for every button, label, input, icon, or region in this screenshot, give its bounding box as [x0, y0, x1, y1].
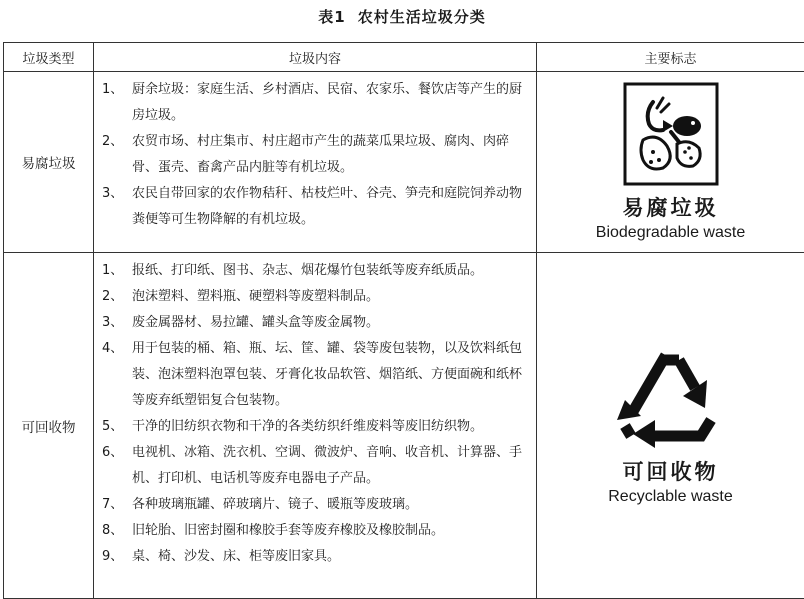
item-number: 1、	[102, 77, 123, 103]
list-item	[102, 414, 528, 440]
list-item	[102, 440, 528, 492]
sign-cell	[537, 253, 804, 599]
table-title	[0, 6, 804, 27]
table-row	[4, 72, 804, 253]
item-text: 干净的旧纺织衣物和干净的各类纺织纤维废料等废旧纺织物。	[132, 419, 483, 434]
item-number: 4、	[102, 336, 123, 362]
header-category: 垃圾类型	[4, 43, 94, 72]
item-text: 厨余垃圾：家庭生活、乡村酒店、民宿、农家乐、餐饮店等产生的厨房垃圾。	[132, 82, 522, 123]
item-number: 6、	[102, 440, 123, 466]
content-cell	[94, 253, 537, 599]
item-number: 1、	[102, 258, 123, 284]
list-item	[102, 77, 528, 129]
sign-label-cn: 易腐垃圾	[537, 192, 804, 222]
sign-label-en: Biodegradable waste	[537, 224, 804, 242]
item-number: 3、	[102, 181, 123, 207]
item-text: 电视机、冰箱、洗衣机、空调、微波炉、音响、收音机、计算器、手机、打印机、电话机等废弃电器电子产品。	[132, 445, 522, 486]
waste-classification-table	[3, 42, 804, 599]
item-text: 泡沫塑料、塑料瓶、硬塑料等废塑料制品。	[132, 289, 379, 304]
category-cell: 可回收物	[4, 253, 94, 599]
list-item	[102, 544, 528, 570]
category-cell: 易腐垃圾	[4, 72, 94, 253]
item-number: 8、	[102, 518, 123, 544]
item-number: 2、	[102, 129, 123, 155]
header-row	[4, 43, 804, 72]
content-cell	[94, 72, 537, 253]
list-item	[102, 129, 528, 181]
sign-label-en: Recyclable waste	[537, 488, 804, 506]
list-item	[102, 336, 528, 414]
list-item	[102, 310, 528, 336]
list-item	[102, 258, 528, 284]
item-text: 农贸市场、村庄集市、村庄超市产生的蔬菜瓜果垃圾、腐肉、肉碎骨、蛋壳、畜禽产品内脏等有机垃圾。	[132, 134, 509, 175]
list-item	[102, 518, 528, 544]
table-caption: 农村生活垃圾分类	[358, 8, 486, 26]
table-row	[4, 253, 804, 599]
header-sign: 主要标志	[537, 43, 804, 72]
list-item	[102, 181, 528, 233]
sign-cell	[537, 72, 804, 253]
item-text: 各种玻璃瓶罐、碎玻璃片、镜子、暖瓶等废玻璃。	[132, 497, 418, 512]
item-number: 9、	[102, 544, 123, 570]
sign-label-cn: 可回收物	[537, 456, 804, 486]
item-text: 废金属器材、易拉罐、罐头盒等废金属物。	[132, 315, 379, 330]
header-content: 垃圾内容	[94, 43, 537, 72]
item-number: 7、	[102, 492, 123, 518]
recycle-icon	[611, 346, 731, 450]
item-text: 旧轮胎、旧密封圈和橡胶手套等废弃橡胶及橡胶制品。	[132, 523, 444, 538]
item-text: 用于包装的桶、箱、瓶、坛、筐、罐、袋等废包装物，以及饮料纸包装、泡沫塑料泡罩包装、牙膏化妆品软管、烟箔纸、方便面碗和纸杯等废弃纸塑铝复合包装物。	[132, 341, 522, 408]
item-text: 报纸、打印纸、图书、杂志、烟花爆竹包装纸等废弃纸质品。	[132, 263, 483, 278]
food-waste-icon	[623, 82, 719, 186]
item-number: 2、	[102, 284, 123, 310]
item-number: 3、	[102, 310, 123, 336]
item-number: 5、	[102, 414, 123, 440]
item-text: 农民自带回家的农作物秸秆、枯枝烂叶、谷壳、笋壳和庭院饲养动物粪便等可生物降解的有机垃圾。	[132, 186, 522, 227]
table-number: 表1	[318, 8, 345, 26]
list-item	[102, 284, 528, 310]
list-item	[102, 492, 528, 518]
item-text: 桌、椅、沙发、床、柜等废旧家具。	[132, 549, 340, 564]
